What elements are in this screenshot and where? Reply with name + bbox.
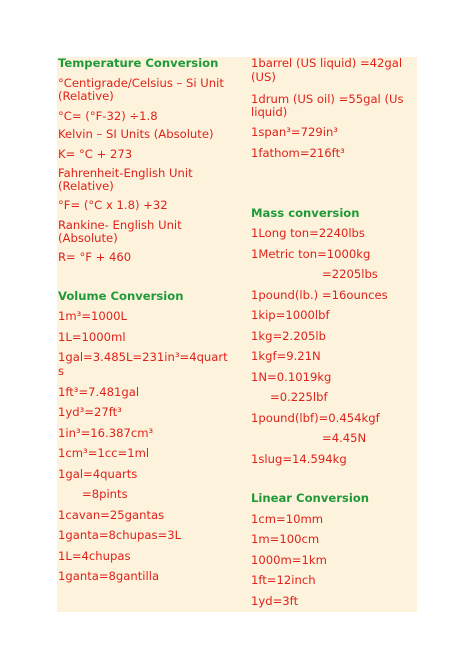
- volume-conversion-heading: Volume Conversion: [58, 289, 184, 303]
- volume-line: 1L=4chupas: [58, 549, 131, 563]
- mass-line: 1kgf=9.21N: [251, 349, 321, 363]
- mass-line: 1slug=14.594kg: [251, 452, 347, 466]
- volume-line: 1ganta=8chupas=3L: [58, 528, 182, 542]
- drum-line1: 1drum (US oil) =55gal (Us: [251, 92, 404, 106]
- mass-line: 1Metric ton=1000kg: [251, 247, 371, 261]
- fahrenheit-formula: °F= (°C x 1.8) +32: [58, 198, 168, 212]
- volume-line-indented: =8pints: [82, 487, 128, 501]
- rankine-unit-line1: Rankine- English Unit: [58, 218, 182, 232]
- drum-line2: liquid): [251, 105, 288, 119]
- mass-line: 1pound(lbf)=0.454kgf: [251, 411, 380, 425]
- linear-conversion-heading: Linear Conversion: [251, 491, 370, 505]
- temperature-conversion-heading: Temperature Conversion: [58, 56, 219, 70]
- linear-line: 1m=100cm: [251, 532, 320, 546]
- linear-line: 1yd=3ft: [251, 594, 299, 608]
- volume-line-wrap: s: [58, 364, 65, 378]
- fahrenheit-unit-line2: (Relative): [58, 179, 114, 193]
- mass-line: 1kg=2.205lb: [251, 329, 326, 343]
- volume-line: 1ft³=7.481gal: [58, 385, 140, 399]
- volume-line: 1gal=3.485L=231in³=4quart: [58, 350, 228, 364]
- kelvin-unit: Kelvin – SI Units (Absolute): [58, 127, 214, 141]
- rankine-formula: R= °F + 460: [58, 250, 132, 264]
- mass-line: 1N=0.1019kg: [251, 370, 332, 384]
- volume-line: 1yd³=27ft³: [58, 405, 122, 419]
- volume-line: 1in³=16.387cm³: [58, 426, 154, 440]
- volume-line: 1cm³=1cc=1ml: [58, 446, 150, 460]
- volume-line: 1gal=4quarts: [58, 467, 138, 481]
- fathom-line: 1fathom=216ft³: [251, 146, 345, 160]
- kelvin-formula: K= °C + 273: [58, 147, 133, 161]
- fahrenheit-unit-line1: Fahrenheit-English Unit: [58, 166, 193, 180]
- mass-conversion-heading: Mass conversion: [251, 206, 360, 220]
- linear-line: 1cm=10mm: [251, 512, 324, 526]
- volume-line: 1m³=1000L: [58, 309, 127, 323]
- mass-line-indented: =2205lbs: [322, 267, 378, 281]
- celsius-unit-line1: °Centigrade/Celsius – Si Unit: [58, 76, 224, 90]
- mass-line: 1kip=1000lbf: [251, 308, 330, 322]
- barrel-line2: (US): [251, 70, 276, 84]
- mass-line: 1Long ton=2240lbs: [251, 226, 365, 240]
- linear-line: 1000m=1km: [251, 553, 327, 567]
- mass-line-indented: =4.45N: [322, 431, 367, 445]
- linear-line: 1ft=12inch: [251, 573, 316, 587]
- barrel-line1: 1barrel (US liquid) =42gal: [251, 56, 403, 70]
- volume-line: 1ganta=8gantilla: [58, 569, 160, 583]
- celsius-formula: °C= (°F-32) ÷1.8: [58, 109, 158, 123]
- span-line: 1span³=729in³: [251, 125, 338, 139]
- volume-line: 1cavan=25gantas: [58, 508, 165, 522]
- rankine-unit-line2: (Absolute): [58, 231, 118, 245]
- celsius-unit-line2: (Relative): [58, 89, 114, 103]
- mass-line-indented: =0.225lbf: [270, 390, 328, 404]
- volume-line: 1L=1000ml: [58, 330, 126, 344]
- mass-line: 1pound(lb.) =16ounces: [251, 288, 388, 302]
